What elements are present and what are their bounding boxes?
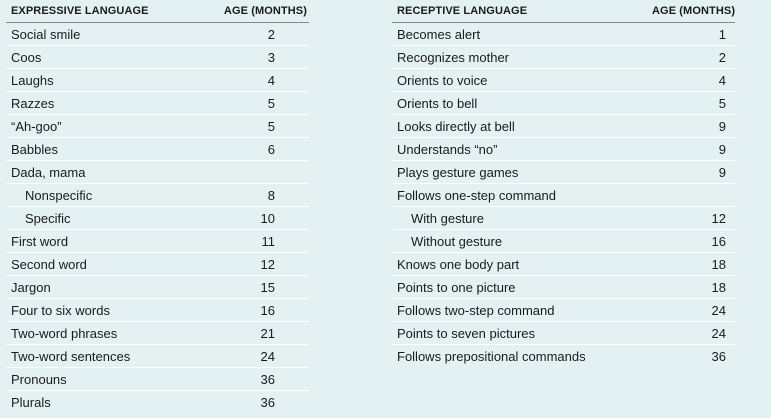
milestone-age: 36	[260, 394, 275, 410]
milestone-age: 5	[214, 115, 309, 138]
milestone-label: Orients to voice	[392, 69, 652, 92]
milestone-age: 5	[214, 92, 309, 115]
table-row	[392, 161, 735, 184]
table-row	[6, 322, 309, 345]
milestone-label: Babbles	[6, 138, 214, 161]
milestone-label: Social smile	[6, 23, 214, 46]
table-header-row	[6, 0, 309, 23]
milestone-age: 24	[652, 322, 735, 345]
milestone-age: 16	[652, 230, 735, 253]
milestone-age: 18	[652, 253, 735, 276]
milestone-label: Laughs	[6, 69, 214, 92]
milestone-label: Jargon	[6, 276, 214, 299]
milestone-age: 9	[652, 161, 735, 184]
milestone-age: 9	[652, 115, 735, 138]
table-row	[392, 23, 735, 46]
milestone-label: Two-word sentences	[6, 345, 214, 368]
milestone-label: “Ah-goo”	[6, 115, 214, 138]
milestone-label: Two-word phrases	[6, 322, 214, 345]
column-header-expressive-language: EXPRESSIVE LANGUAGE	[6, 0, 214, 23]
milestone-age: 16	[214, 299, 309, 322]
milestone-label: Plays gesture games	[392, 161, 652, 184]
table-row	[392, 299, 735, 322]
table-row	[6, 253, 309, 276]
milestone-age: 24	[214, 345, 309, 368]
milestone-label: Knows one body part	[392, 253, 652, 276]
milestone-label: Understands “no”	[392, 138, 652, 161]
table-row	[392, 115, 735, 138]
column-header-age-months: AGE (MONTHS)	[652, 0, 735, 23]
milestone-age: 18	[652, 276, 735, 299]
table-row	[392, 253, 735, 276]
milestone-label: Specific	[6, 207, 214, 230]
table-row	[6, 230, 309, 253]
table-row	[392, 92, 735, 115]
table-row	[6, 23, 309, 46]
milestone-label: Coos	[6, 46, 214, 69]
table-row	[392, 276, 735, 299]
milestone-age	[652, 184, 735, 207]
milestone-age: 3	[214, 46, 309, 69]
milestone-age	[214, 161, 309, 184]
table-row	[6, 115, 309, 138]
table-row	[392, 46, 735, 69]
milestone-age: 36	[711, 348, 726, 364]
milestone-age: 1	[652, 23, 735, 46]
milestone-age: 10	[214, 207, 309, 230]
milestone-label: Follows prepositional commands	[397, 348, 586, 364]
milestone-age: 6	[214, 138, 309, 161]
table-row	[6, 368, 309, 391]
milestone-age: 8	[214, 184, 309, 207]
table-row	[6, 299, 309, 322]
milestone-label: Points to seven pictures	[392, 322, 652, 345]
milestone-label: Pronouns	[6, 368, 214, 391]
milestone-age: 5	[652, 92, 735, 115]
column-header-receptive-language: RECEPTIVE LANGUAGE	[392, 0, 652, 23]
table-row	[6, 161, 309, 184]
table-row	[6, 276, 309, 299]
milestone-age: 15	[214, 276, 309, 299]
column-header-age-months: AGE (MONTHS)	[214, 0, 309, 23]
table-row	[6, 345, 309, 368]
milestone-label: Plurals	[11, 394, 51, 410]
table-row	[6, 207, 309, 230]
milestone-age: 11	[214, 230, 309, 253]
milestone-label: Without gesture	[392, 230, 652, 253]
milestone-age: 2	[652, 46, 735, 69]
milestone-age: 12	[214, 253, 309, 276]
milestone-label: First word	[6, 230, 214, 253]
milestone-age: 9	[652, 138, 735, 161]
milestone-age: 24	[652, 299, 735, 322]
table-row	[6, 69, 309, 92]
table-row	[392, 138, 735, 161]
milestone-label: Recognizes mother	[392, 46, 652, 69]
milestone-label: Looks directly at bell	[392, 115, 652, 138]
table-row	[6, 46, 309, 69]
milestone-age: 4	[214, 69, 309, 92]
milestone-label: Orients to bell	[392, 92, 652, 115]
milestone-label: Four to six words	[6, 299, 214, 322]
table-header-row	[392, 0, 735, 23]
table-row	[6, 138, 309, 161]
table-row	[392, 207, 735, 230]
milestone-age: 21	[214, 322, 309, 345]
milestone-age: 12	[652, 207, 735, 230]
milestone-label: Second word	[6, 253, 214, 276]
table-row	[6, 184, 309, 207]
table-row	[392, 69, 735, 92]
milestone-label: Nonspecific	[6, 184, 214, 207]
milestone-label: Dada, mama	[6, 161, 214, 184]
receptive-language-table	[392, 0, 735, 367]
milestone-age: 4	[652, 69, 735, 92]
milestone-label: Becomes alert	[392, 23, 652, 46]
table-row	[6, 391, 309, 414]
milestone-label: Follows one-step command	[392, 184, 652, 207]
milestone-label: Follows two-step command	[392, 299, 652, 322]
milestone-age: 36	[214, 368, 309, 391]
table-row	[392, 230, 735, 253]
table-row	[6, 92, 309, 115]
expressive-language-table	[6, 0, 309, 413]
milestone-label: Razzes	[6, 92, 214, 115]
milestone-label: Points to one picture	[392, 276, 652, 299]
milestone-age: 2	[214, 23, 309, 46]
milestone-label: With gesture	[392, 207, 652, 230]
table-row	[392, 345, 735, 368]
table-row	[392, 184, 735, 207]
table-row	[392, 322, 735, 345]
